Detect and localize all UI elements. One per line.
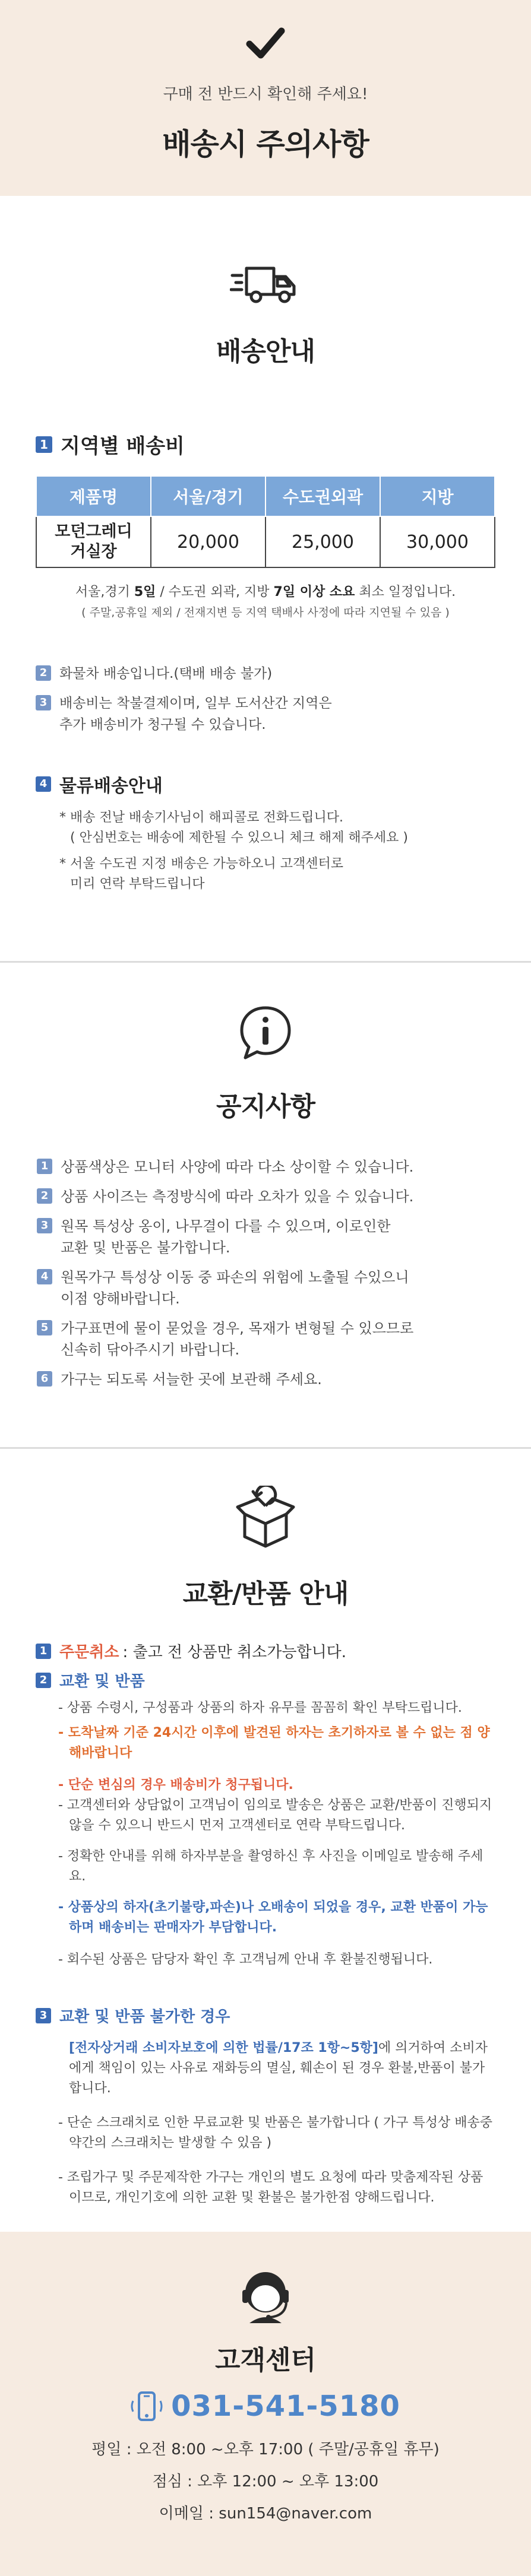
customer-center-band [0, 2232, 531, 2576]
notice-header [0, 1003, 531, 1123]
list-item: [전자상거래 소비자보호에 의한 법률/17조 1항~5항]에 의거하여 소비자에게 책임이 있는 사유로 재화등의 멸실, 훼손이 된 경우 환불,반품이 불가합니다. [69, 2041, 488, 2096]
shipping-fee-table [36, 475, 495, 568]
phone-icon [131, 2390, 163, 2422]
customer-center-heading: 고객센터 [214, 2345, 316, 2375]
non-returnable-title: 3 교환 및 반품 불가한 경우 [36, 2004, 495, 2026]
notice-heading: 공지사항 [216, 1092, 315, 1122]
exchange-return-title: 2 교환 및 반품 [36, 1669, 495, 1691]
list-item: 3 원목 특성상 옹이, 나무결이 다를 수 있으며, 이로인한 교환 및 반품은 불가합니다. [37, 1216, 494, 1258]
list-item: - 정확한 안내를 위해 하자부분을 촬영하신 후 사진을 이메일로 발송해 주세요. [58, 1849, 483, 1884]
fee-cell-local: 30,000 [380, 516, 495, 567]
list-item: 1 상품색상은 모니터 사양에 따라 다소 상이할 수 있습니다. [37, 1156, 494, 1178]
list-item: - 상품상의 하자(초기불량,파손)나 오배송이 되었을 경우, 교환 반품이 가능하며 배송비는 판매자가 부담합니다. [58, 1900, 488, 1935]
section-divider [0, 1447, 531, 1449]
non-returnable-list [36, 2038, 495, 2208]
table-header-cell: 서울/경기 [151, 476, 266, 516]
list-item: 2 화물차 배송입니다.(택배 배송 불가) [36, 663, 495, 684]
shipping-period-note: 서울,경기 5일 / 수도권 외곽, 지방 7일 이상 소요 최소 일정입니다. ( 주말,공휴일 제외 / 전재지변 등 지역 택배사 사정에 따라 지연될 수 있음 ) [75, 585, 456, 619]
exchange-section [0, 1640, 531, 2208]
regional-fee-title: 1 지역별 배송비 [36, 430, 495, 459]
list-item: - 단순 스크래치로 인한 무료교환 및 반품은 불가합니다 ( 가구 특성상 배송중 약간의 스크래치는 발생할 수 있음 ) [58, 2115, 493, 2150]
list-item: 2 상품 사이즈는 측정방식에 따라 오차가 있을 수 있습니다. [37, 1186, 494, 1207]
list-item: 5 가구표면에 물이 묻었을 경우, 목재가 변형될 수 있으므로 신속히 닦아주시기 바랍니다. [37, 1318, 494, 1360]
phone-row [0, 2390, 531, 2423]
email-line[interactable]: 이메일 : sun154@naver.com [159, 2505, 372, 2523]
notice-section [0, 1156, 531, 1390]
logistics-title: 4 물류배송안내 [36, 771, 495, 797]
fee-cell-metro-outer: 25,000 [266, 516, 380, 567]
shipping-items [36, 663, 495, 735]
order-cancel-row: 1 주문취소 : 출고 전 상품만 취소가능합니다. [36, 1640, 495, 1662]
shipping-heading: 배송안내 [216, 337, 315, 367]
list-item: 4 원목가구 특성상 이동 중 파손의 위험에 노출될 수있으니 이점 양해바랍니다. [37, 1267, 494, 1309]
number-badge: 1 [36, 436, 52, 453]
shipping-section [0, 430, 531, 894]
business-hours [0, 2434, 531, 2530]
fee-cell-seoul: 20,000 [151, 516, 266, 567]
table-header-row [36, 476, 495, 516]
logistics-bullets: * 배송 전날 배송기사님이 해피콜로 전화드립니다. ( 안심번호는 배송에 제한될 수 있으니 체크 해제 해주세요 ) * 서울 수도권 지정 배송은 가능하오니 고객센터로 미리 연락 부탁드립니다 [59, 810, 408, 892]
lunch-hours: 점심 : 오후 12:00 ~ 오후 13:00 [152, 2473, 379, 2491]
table-row [36, 516, 495, 567]
info-bubble-icon [236, 1003, 295, 1062]
list-item: - 고객센터와 상담없이 고객님이 임의로 발송은 상품은 교환/반품이 진행되지 않을 수 있으니 반드시 먼저 고객센터로 연락 부탁드립니다. [58, 1798, 492, 1833]
table-header-cell: 수도권외곽 [266, 476, 380, 516]
header-band [0, 0, 531, 196]
list-item: 6 가구는 되도록 서늘한 곳에 보관해 주세요. [37, 1369, 494, 1390]
list-item: - 회수된 상품은 담당자 확인 후 고객님께 안내 후 환불진행됩니다. [58, 1952, 433, 1967]
shipping-header [0, 261, 531, 368]
weekday-hours: 평일 : 오전 8:00 ~오후 17:00 ( 주말/공휴일 휴무) [91, 2441, 440, 2458]
exchange-header [0, 1486, 531, 1610]
page-title: 배송시 주의사항 [162, 127, 369, 161]
truck-icon [230, 261, 301, 309]
header-subtitle: 구매 전 반드시 확인해 주세요! [163, 85, 368, 103]
exchange-return-list [36, 1698, 495, 1970]
product-name-cell: 모던그레디 거실장 [36, 516, 151, 567]
list-item: 3 배송비는 착불결제이며, 일부 도서산간 지역은 추가 배송비가 청구될 수 있습니다. [36, 693, 495, 735]
list-item: - 조립가구 및 주문제작한 가구는 개인의 별도 요청에 따라 맞춤제작된 상품이므로, 개인기호에 의한 교환 및 환불은 불가한점 양해드립니다. [58, 2170, 483, 2205]
exchange-heading: 교환/반품 안내 [182, 1579, 349, 1609]
list-item: - 도착날짜 기준 24시간 이후에 발견된 하자는 초기하자로 볼 수 없는 점 양해바랍니다 [58, 1725, 490, 1760]
phone-number[interactable]: 031-541-5180 [171, 2390, 400, 2423]
headset-operator-icon [233, 2261, 298, 2327]
return-box-icon [233, 1486, 298, 1551]
list-item: - 상품 수령시, 구성품과 상품의 하자 유무를 꼼꼼히 확인 부탁드립니다. [58, 1701, 462, 1715]
table-header-cell: 제품명 [36, 476, 151, 516]
list-item: - 단순 변심의 경우 배송비가 청구됩니다. [58, 1778, 293, 1793]
section-divider [0, 961, 531, 963]
table-header-cell: 지방 [380, 476, 495, 516]
checkmark-icon [245, 23, 286, 64]
